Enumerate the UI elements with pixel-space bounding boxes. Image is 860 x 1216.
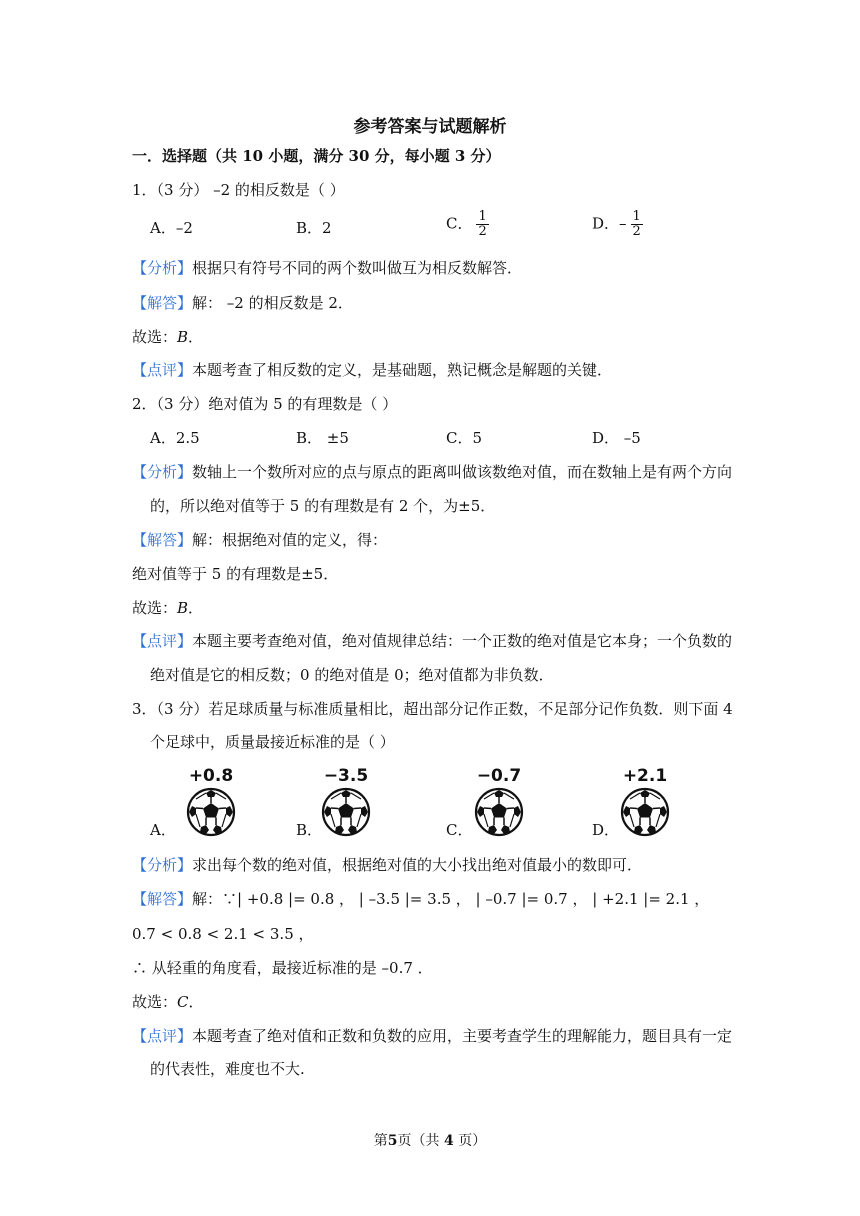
q1-stem: 1．（3 分） –2 的相反数是（ ） bbox=[132, 181, 345, 199]
q3-option-b-letter: B． bbox=[296, 821, 323, 839]
ball-label: −0.7 bbox=[476, 766, 522, 786]
footer-suffix: 页） bbox=[453, 1133, 487, 1149]
q1-analysis bbox=[132, 258, 522, 278]
analysis-tag: 【分析】 bbox=[132, 463, 193, 481]
choice-suffix: ． bbox=[188, 328, 204, 346]
q2-review-line2: 绝对值是它的相反数；0 的绝对值是 0；绝对值都为非负数． bbox=[150, 666, 554, 684]
review-text: 本题主要考查绝对值，绝对值规律总结：一个正数的绝对值是它本身；一个负数的 bbox=[192, 632, 733, 650]
analysis-text: 数轴上一个数所对应的点与原点的距离叫做该数绝对值，而在数轴上是有两个方向 bbox=[192, 463, 733, 481]
fraction-denominator: 2 bbox=[478, 224, 487, 239]
ball-label: −3.5 bbox=[323, 766, 369, 786]
page-title: 参考答案与试题解析 bbox=[353, 117, 507, 137]
q3-option-c-letter: C． bbox=[446, 821, 473, 839]
q3-review-line1 bbox=[132, 1026, 732, 1046]
q3-option-b bbox=[311, 766, 381, 842]
q2-option-b: B． ±5 bbox=[296, 429, 349, 447]
footer-mid: 页（共 bbox=[397, 1133, 444, 1149]
q2-analysis-line2: 的，所以绝对值等于 5 的有理数是有 2 个，为±5． bbox=[150, 497, 496, 515]
analysis-text: 根据只有符号不同的两个数叫做互为相反数解答． bbox=[192, 259, 523, 277]
choice-prefix: 故选： bbox=[132, 599, 178, 617]
q3-review-line2: 的代表性，难度也不大. bbox=[150, 1060, 305, 1078]
q2-answer-line2: 绝对值等于 5 的有理数是±5． bbox=[132, 565, 339, 583]
answer-text: 解：∵| +0.8 |= 0.8 ， | –3.5 |= 3.5 ， | –0.7 |= 0.7 ， | +2.1 |= 2.1 ， bbox=[192, 890, 710, 908]
analysis-tag: 【分析】 bbox=[132, 856, 193, 874]
q2-answer-line1 bbox=[132, 530, 387, 550]
fraction-numerator: 1 bbox=[632, 209, 641, 224]
q1-option-a: A．–2 bbox=[150, 219, 193, 237]
analysis-text: 求出每个数的绝对值，根据绝对值的大小找出绝对值最小的数即可． bbox=[192, 856, 643, 874]
q1-answer bbox=[132, 293, 353, 313]
q2-option-c: C．5 bbox=[446, 429, 483, 447]
q1-option-d bbox=[592, 210, 643, 239]
ball-label: +2.1 bbox=[622, 766, 668, 786]
soccer-ball-icon bbox=[185, 786, 237, 838]
fraction-denominator: 2 bbox=[632, 224, 641, 239]
q3-option-a bbox=[176, 766, 246, 842]
choice-prefix: 故选： bbox=[132, 328, 178, 346]
q3-answer-line1 bbox=[132, 889, 709, 909]
q2-stem: 2．（3 分）绝对值为 5 的有理数是（ ） bbox=[132, 395, 398, 413]
q1-option-d-prefix: D．– bbox=[592, 214, 627, 233]
q3-stem-line2: 个足球中，质量最接近标准的是（ ） bbox=[150, 733, 395, 751]
answer-tag: 【解答】 bbox=[132, 294, 193, 312]
q2-option-a: A．2.5 bbox=[150, 429, 200, 447]
q1-option-c bbox=[446, 210, 489, 239]
choice-letter: C bbox=[177, 993, 189, 1011]
q2-analysis-line1 bbox=[132, 462, 732, 482]
choice-letter: B bbox=[177, 599, 189, 617]
q3-choice bbox=[132, 992, 204, 1012]
q1-review bbox=[132, 360, 612, 380]
ball-label: +0.8 bbox=[188, 766, 234, 786]
q1-option-d-fraction bbox=[631, 210, 643, 239]
q3-option-d-letter: D． bbox=[592, 821, 620, 839]
choice-suffix: ． bbox=[188, 993, 204, 1011]
q3-answer-line2: 0.7 < 0.8 < 2.1 < 3.5 ， bbox=[132, 925, 314, 943]
answer-text: 解： –2 的相反数是 2． bbox=[192, 294, 353, 312]
q3-option-a-letter: A． bbox=[150, 821, 176, 839]
q1-option-c-fraction bbox=[476, 210, 488, 239]
q2-choice bbox=[132, 598, 203, 618]
footer-prefix: 第 bbox=[373, 1133, 388, 1149]
review-tag: 【点评】 bbox=[132, 632, 193, 650]
choice-prefix: 故选： bbox=[132, 993, 178, 1011]
q2-review-line1 bbox=[132, 631, 732, 651]
soccer-ball-icon bbox=[473, 786, 525, 838]
analysis-tag: 【分析】 bbox=[132, 259, 193, 277]
fraction-numerator: 1 bbox=[478, 209, 487, 224]
q3-answer-line3: ∴ 从轻重的角度看，最接近标准的是 –0.7 ． bbox=[132, 959, 433, 977]
choice-letter: B bbox=[177, 328, 189, 346]
footer-total-pages: 4 bbox=[444, 1133, 454, 1149]
section-heading: 一．选择题（共 10 小题，满分 30 分，每小题 3 分） bbox=[132, 147, 501, 165]
q3-analysis bbox=[132, 855, 642, 875]
q1-option-c-prefix: C． bbox=[446, 214, 473, 233]
review-tag: 【点评】 bbox=[132, 1027, 193, 1045]
q2-option-d: D． –5 bbox=[592, 429, 641, 447]
review-tag: 【点评】 bbox=[132, 361, 193, 379]
q1-option-b: B．2 bbox=[296, 219, 332, 237]
q3-stem-line1: 3．（3 分）若足球质量与标准质量相比，超出部分记作正数，不足部分记作负数．则下面 4 bbox=[132, 700, 733, 718]
footer-page-number: 5 bbox=[387, 1133, 398, 1149]
q1-choice bbox=[132, 327, 203, 347]
choice-suffix: ． bbox=[188, 599, 204, 617]
soccer-ball-icon bbox=[619, 786, 671, 838]
answer-text: 解：根据绝对值的定义，得： bbox=[192, 531, 388, 549]
review-text: 本题考查了绝对值和正数和负数的应用，主要考查学生的理解能力，题目具有一定 bbox=[192, 1027, 733, 1045]
q3-option-d bbox=[610, 766, 680, 842]
q3-option-c bbox=[464, 766, 534, 842]
review-text: 本题考查了相反数的定义，是基础题，熟记概念是解题的关键． bbox=[192, 361, 613, 379]
answer-tag: 【解答】 bbox=[132, 890, 193, 908]
soccer-ball-icon bbox=[320, 786, 372, 838]
page-footer bbox=[0, 1130, 860, 1150]
answer-tag: 【解答】 bbox=[132, 531, 193, 549]
